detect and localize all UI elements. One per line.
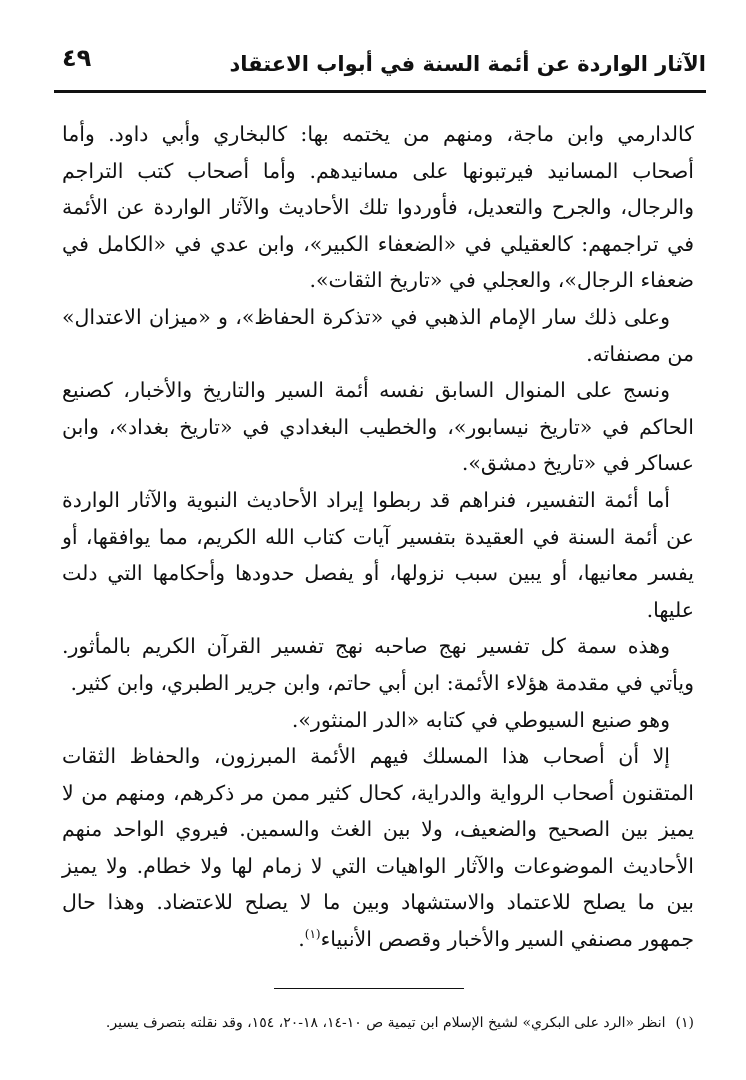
paragraph-7-end: . xyxy=(298,927,305,952)
paragraph-7-text: إلا أن أصحاب هذا المسلك فيهم الأئمة المبرزون، والحفاظ الثقات المتقنون أصحاب الرواية والدراية، كحال كثير ممن مر ذكرهم، ومنهم من لا يميز بين الصحيح والضعيف، ولا بين الغث والسمين. فيروي الواحد منهم الأحاديث الموضوعات والآثار الواهيات التي لا زمام لها ولا خطام. ولا يميز بين ما يصلح للاعتماد والاستشهاد وبين ما لا يصلح للاعتضاد. وهذا حال جمهور مصنفي السير والأخبار وقصص الأنبياء xyxy=(62,744,694,952)
main-text xyxy=(62,116,694,958)
footnote-reference[interactable]: (١) xyxy=(304,927,321,942)
page-number: ٤٩ xyxy=(62,44,92,72)
running-title: الآثار الواردة عن أئمة السنة في أبواب الاعتقاد xyxy=(229,52,706,76)
paragraph-5: وهذه سمة كل تفسير نهج صاحبه نهج تفسير القرآن الكريم بالمأثور. ويأتي في مقدمة هؤلاء الأئمة: ابن أبي حاتم، وابن جرير الطبري، وابن كثير. xyxy=(62,634,694,695)
paragraph-4: أما أئمة التفسير، فنراهم قد ربطوا إيراد الأحاديث النبوية والآثار الواردة عن أئمة السنة في العقيدة بتفسير آيات كتاب الله الكريم، مما يوافقها، أو يفسر معانيها، أو يبين سبب نزولها، أو يفصل حدودها وأحكامها التي دلت عليها. xyxy=(62,487,694,622)
footnote xyxy=(66,1006,694,1040)
paragraph-3: ونسج على المنوال السابق نفسه أئمة السير والتاريخ والأخبار، كصنيع الحاكم في «تاريخ نيسابور»، والخطيب البغدادي في «تاريخ بغداد»، وابن عساكر في «تاريخ دمشق». xyxy=(62,378,694,476)
paragraph-6: وهو صنيع السيوطي في كتابه «الدر المنثور». xyxy=(291,707,670,732)
footnote-separator xyxy=(274,988,464,989)
paragraph-2: وعلى ذلك سار الإمام الذهبي في «تذكرة الحفاظ»، و «ميزان الاعتدال» من مصنفاته. xyxy=(62,304,694,366)
paragraph-7 xyxy=(62,738,694,958)
header-rule xyxy=(54,90,706,93)
page-header xyxy=(54,38,706,90)
paragraph-1: كالدارمي وابن ماجة، ومنهم من يختمه بها: كالبخاري وأبي داود. وأما أصحاب المسانيد فيرتبونها على مسانيدهم. وأما أصحاب كتب التراجم والرجال، والجرح والتعديل، فأوردوا تلك الأحاديث والآثار الواردة عن الأئمة في تراجمهم: كالعقيلي في «الضعفاء الكبير»، وابن عدي في «الكامل في ضعفاء الرجال»، والعجلي في «تاريخ الثقات». xyxy=(62,122,694,293)
footnote-text: انظر «الرد على البكري» لشيخ الإسلام ابن تيمية ص ١٠-١٤، ١٨-٢٠، ١٥٤، وقد نقلته بتصرف يسير. xyxy=(105,1015,666,1031)
footnote-marker: (١) xyxy=(675,1015,694,1031)
